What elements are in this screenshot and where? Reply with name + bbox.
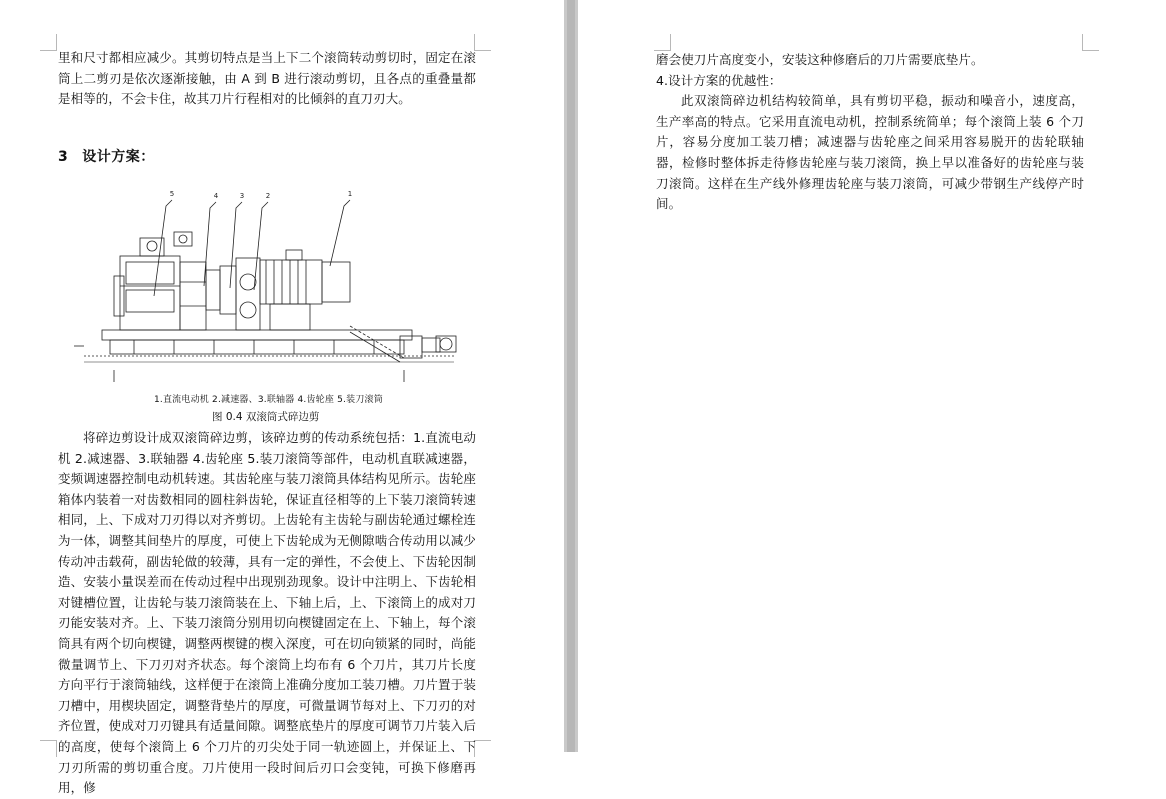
advantages-paragraph: 此双滚筒碎边机结构较简单，具有剪切平稳，振动和噪音小，速度高，生产率高的特点。它采用直流电动机，控制系统简单；每个滚筒上装 6 个刀片，容易分度加工装刀槽；减速器与齿轮座之间采用容易脱开的齿轮联轴器，检修时整体拆走待修齿轮座与装刀滚筒，换上早以准备好的齿轮座与装刀滚筒。这样在生产线外修理齿轮座与装刀滚筒，可减少带钢生产线停产时间。 bbox=[656, 93, 1084, 212]
conveyor-gearbox bbox=[400, 336, 422, 358]
gear-seat bbox=[180, 262, 206, 330]
item-title: 4.设计方案的优越性： bbox=[656, 72, 782, 88]
crop-mark-top-right bbox=[474, 34, 491, 51]
document-page-right bbox=[578, 0, 1166, 752]
continuation-line: 磨会使刀片高度变小，安装这种修磨后的刀片需要底垫片。 bbox=[656, 52, 984, 67]
small-motor-top bbox=[174, 232, 192, 246]
motor-stand bbox=[270, 304, 310, 330]
callout-5: 5 bbox=[169, 190, 175, 198]
crop-mark-top-left bbox=[40, 34, 57, 51]
coupling bbox=[206, 270, 220, 310]
document-page-left bbox=[0, 0, 564, 796]
figure-caption: 图 0.4 双滚筒式碎边剪 bbox=[212, 411, 320, 423]
crop-mark-top-left bbox=[654, 34, 671, 51]
callout-4: 4 bbox=[213, 192, 219, 200]
dc-motor-body bbox=[260, 260, 322, 304]
drum-housing bbox=[120, 256, 180, 330]
page-gutter bbox=[564, 0, 578, 752]
section-number: 3 bbox=[58, 149, 69, 165]
dc-motor-end bbox=[322, 262, 350, 302]
figure-legend: 1.直流电动机 2.减速器、3.联轴器 4.齿轮座 5.装刀滚筒 bbox=[154, 395, 383, 405]
section-title: 设计方案： bbox=[82, 149, 155, 165]
callout-1: 1 bbox=[347, 190, 353, 198]
callout-2: 2 bbox=[265, 192, 271, 200]
right-page-text bbox=[656, 50, 1084, 215]
leader-line-1 bbox=[330, 200, 350, 266]
crop-mark-bottom-right bbox=[474, 740, 491, 757]
figure-double-drum-trimmer bbox=[74, 186, 474, 382]
crop-mark-top-right bbox=[1082, 34, 1099, 51]
base-frame bbox=[110, 340, 404, 354]
paragraph-body: 将碎边剪设计成双滚筒碎边剪，该碎边剪的传动系统包括：1.直流电动机 2.减速器、3.联轴器 4.齿轮座 5.装刀滚筒等部件，电动机直联减速器，变频调速器控制电动机转速。其齿轮座与装刀滚筒具体结构见所示。齿轮座箱体内装着一对齿数相同的圆柱斜齿轮，保证直径相等的上下装刀滚筒转速相同，上、下成对刀刃得以对齐剪切。上齿轮有主齿轮与副齿轮通过螺栓连为一体，调整其间垫片的厚度，可使上下齿轮成为无侧隙啮合传动用以减少传动冲击载荷，副齿轮做的较薄，具有一定的弹性，不会使上、下齿轮因制造、安装小量误差而在传动过程中出现别劲现象。设计中注明上、下齿轮相对键槽位置，让齿轮与装刀滚筒装在上、下轴上后，上、下滚筒上的成对刀刃能安装对齐。上、下装刀滚筒分别用切向楔键固定在上、下轴上，每个滚筒具有两个切向楔键，调整两楔键的楔入深度，可在切向锁紧的同时，尚能微量调节上、下刀刃对齐状态。每个滚筒上均布有 6 个刀片，其刀片长度方向平行于滚筒轴线，这样便于在滚筒上准确分度加工装刀槽。刀片置于装刀槽中，用楔块固定，调整背垫片的厚度，可微量调节每对上、下刀刃的对齐位置，使成对刀刃键具有适量间隙。调整底垫片的厚度可调节刀片装入后的高度，使每个滚筒上 6 个刀片的刃尖处于同一轨迹圆上，并保证上、下刀刃所需的剪切重合度。刀片使用一段时间后刃口会变钝，可换下修磨再用，修 bbox=[58, 430, 476, 796]
callout-3: 3 bbox=[239, 192, 245, 200]
crop-mark-bottom-left bbox=[40, 740, 57, 757]
section-heading bbox=[58, 146, 155, 166]
paragraph-top: 里和尺寸都相应减少。其剪切特点是当上下二个滚筒转动剪切时，固定在滚筒上二剪刃是依次逐渐接触，由 A 到 B 进行滚动剪切，且各点的重叠量都是相等的，不会卡住，故其刀片行程相对的比倾斜的直刀刃大。 bbox=[58, 50, 476, 107]
